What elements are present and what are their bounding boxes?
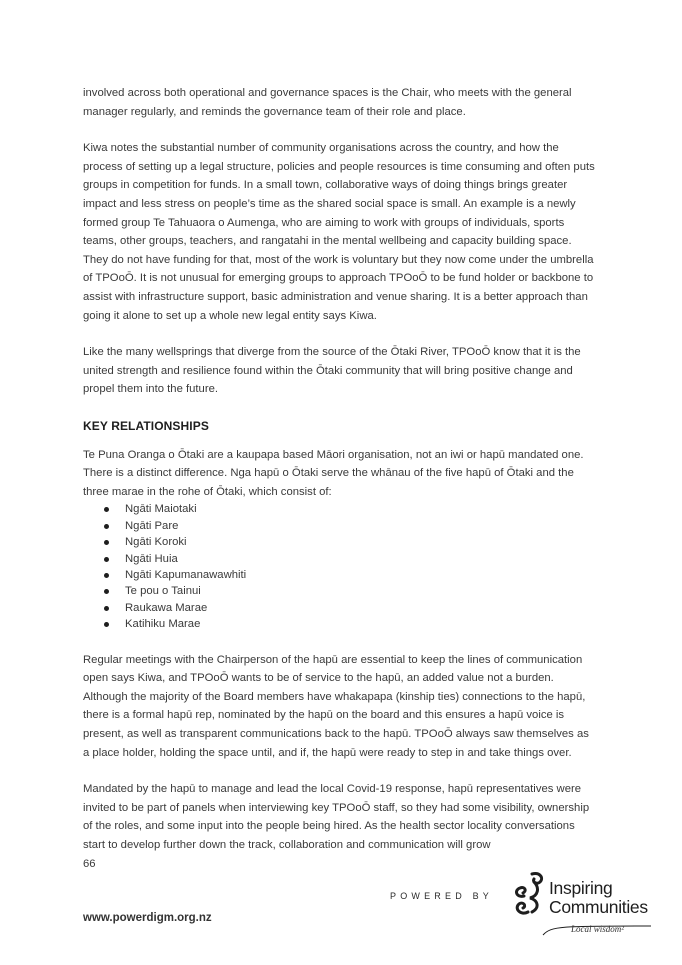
paragraph-kaupapa: Te Puna Oranga o Ōtaki are a kaupapa based Māori organisation, not an iwi or hapū mandated one. There is a distinct difference. Nga hapū o Ōtaki serve the whānau of the five hapū of Ōtaki and the three marae in the rohe of Ōtaki, which consist of: (83, 448, 584, 498)
paragraph-regular-meetings: Regular meetings with the Chairperson of the hapū are essential to keep the lines of communication open says Kiwa, and TPOoŌ wants to be of service to the hapū, an added value not a burden. Although the majority of the Board members have whakapapa (kinship ties) connections to the hapū, there is a formal hapū rep, nominated by the hapū on the board and this ensures a hapū voice is present, as well as transparent communications back to the hapū. TPOoŌ always saw themselves as a place holder, holding the space until, and if, the hapū were ready to step in and take things over. (83, 653, 589, 759)
body-text (83, 84, 598, 872)
paragraph-wellsprings: Like the many wellsprings that diverge from the source of the Ōtaki River, TPOoŌ know that it is the united strength and resilience found within the Ōtaki community that will bring positive change and propel them into the future. (83, 346, 581, 396)
list-item: Ngāti Pare (125, 518, 598, 534)
section-heading: KEY RELATIONSHIPS (83, 418, 209, 433)
list-item: Ngāti Koroki (125, 534, 598, 550)
list-item: Ngāti Maiotaki (125, 501, 598, 517)
list-item: Ngāti Huia (125, 551, 598, 567)
website-link[interactable]: www.powerdigm.org.nz (83, 912, 212, 924)
logo-tagline: Local wisdom² (571, 924, 624, 934)
paragraph-covid-response: Mandated by the hapū to manage and lead the local Covid-19 response, hapū representatives were invited to be part of panels when interviewing key TPOoŌ staff, so they had some visibility, ownership of the roles, and some input into the people being hired. As the health sector locality conversations start to develop further down the track, collaboration and communication will grow (83, 783, 590, 851)
logo-wordmark-line2: Communities (549, 897, 648, 917)
page-number: 66 (83, 858, 96, 870)
list-item: Ngāti Kapumanawawhiti (125, 567, 598, 583)
logo-wordmark-line1: Inspiring (549, 878, 613, 898)
list-item: Raukawa Marae (125, 600, 598, 616)
list-item: Te pou o Tainui (125, 583, 598, 599)
inspiring-communities-logo (507, 866, 657, 938)
koru-swirl-icon (510, 868, 552, 920)
powered-by-label: POWERED BY (390, 891, 494, 901)
hapu-marae-list (83, 501, 598, 632)
paragraph-governance: involved across both operational and governance spaces is the Chair, who meets with the general manager regularly, and reminds the governance team of their role and place. (83, 87, 572, 118)
list-item: Katihiku Marae (125, 616, 598, 632)
paragraph-community-organisations: Kiwa notes the substantial number of community organisations across the country, and how the process of setting up a legal structure, policies and people resources is time consuming and often puts groups in competition for funds. In a small town, collaborative ways of doing things brings greater impact and less stress on people’s time as the shared social space is small. An example is a newly formed group Te Tahuaora o Aumenga, who are aiming to work with groups of individuals, sports teams, other groups, teachers, and rangatahi in the mental wellbeing and capacity building space. They do not have funding for that, most of the work is voluntary but they now come under the umbrella of TPOoŌ. It is not unusual for emerging groups to approach TPOoŌ to be fund holder or backbone to assist with infrastructure support, basic administration and venue sharing. It is a better approach than going it alone to set up a whole new legal entity says Kiwa. (83, 142, 595, 322)
